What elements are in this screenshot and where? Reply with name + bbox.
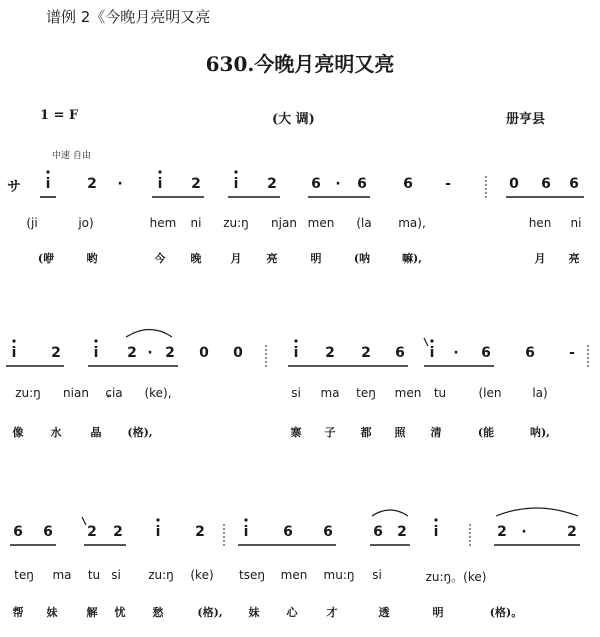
note: 6	[395, 345, 405, 361]
note: 6	[323, 524, 333, 540]
rest: 0	[199, 345, 209, 361]
note: 6	[541, 176, 551, 192]
note: i	[11, 345, 17, 361]
character: 晚	[190, 252, 202, 265]
character: 愁	[152, 606, 164, 619]
note: 6	[403, 176, 413, 192]
character: 哟	[86, 252, 98, 265]
character: 嘛),	[401, 252, 423, 265]
character: 都	[360, 426, 372, 439]
character: 透	[378, 606, 390, 619]
syllable: (la	[356, 216, 372, 230]
syllable: nian	[63, 386, 89, 400]
octave-dot	[294, 339, 297, 342]
syllable: zu:ŋ。(ke)	[425, 570, 487, 584]
grace-mark	[424, 338, 428, 346]
octave-dot	[46, 170, 49, 173]
character: 水	[50, 426, 62, 439]
syllable: hem	[149, 216, 177, 230]
character: 亮	[266, 252, 278, 265]
syllable: men	[280, 568, 308, 582]
grace-mark	[82, 517, 86, 525]
syllable: tseŋ	[239, 568, 265, 582]
syllable: ni	[190, 216, 202, 230]
syllable: jo)	[78, 216, 94, 230]
syllable: ma),	[398, 216, 426, 230]
note: 6	[569, 176, 579, 192]
character: (咿	[37, 252, 55, 265]
note: i	[157, 176, 163, 192]
octave-dot	[430, 339, 433, 342]
character: 妹	[46, 606, 58, 619]
character: 解	[86, 606, 98, 619]
character: 月	[534, 252, 546, 265]
syllable: si	[111, 568, 121, 582]
song-title: 630.今晚月亮明又亮	[205, 52, 395, 76]
source-county: 册亨县	[506, 112, 546, 127]
note: 2	[325, 345, 335, 361]
syllable: tu	[87, 568, 101, 582]
slur	[126, 330, 172, 338]
dot: ·	[335, 176, 341, 192]
octave-dot	[234, 170, 237, 173]
note: i	[45, 176, 51, 192]
syllable: ma	[52, 568, 72, 582]
note: 2	[497, 524, 507, 540]
syllable: njan	[271, 216, 297, 230]
note: i	[93, 345, 99, 361]
octave-dot	[434, 518, 437, 521]
octave-dot	[12, 339, 15, 342]
syllable: (len	[478, 386, 502, 400]
character: (格),	[197, 606, 223, 619]
syllable: (ji	[26, 216, 38, 230]
dot: ·	[521, 524, 527, 540]
character: 心	[286, 606, 298, 619]
note: i	[155, 524, 161, 540]
octave-dot	[94, 339, 97, 342]
octave-dot	[244, 518, 247, 521]
tempo-marking: 中速 自由	[52, 151, 91, 161]
note: 2	[165, 345, 175, 361]
character: 今	[154, 252, 166, 265]
note: 6	[525, 345, 535, 361]
character: 子	[324, 426, 336, 439]
dash: -	[569, 345, 575, 361]
note: 2	[361, 345, 371, 361]
note: 6	[13, 524, 23, 540]
character: (格),	[127, 426, 153, 439]
dot: ·	[147, 345, 153, 361]
note: i	[243, 524, 249, 540]
note: 6	[357, 176, 367, 192]
note: 2	[51, 345, 61, 361]
dot: ·	[453, 345, 459, 361]
slur	[496, 508, 578, 516]
note: i	[433, 524, 439, 540]
example-caption: 谱例 2《今晚月亮明又亮	[46, 8, 211, 26]
note: 2	[567, 524, 577, 540]
syllable: zu:ŋ	[15, 386, 41, 400]
rest: 0	[233, 345, 243, 361]
note: i	[429, 345, 435, 361]
syllable: tu	[433, 386, 447, 400]
syllable: men	[307, 216, 335, 230]
note: 2	[87, 524, 97, 540]
syllable: ni	[570, 216, 582, 230]
character: (能	[477, 426, 495, 439]
note: i	[293, 345, 299, 361]
note: i	[233, 176, 239, 192]
slur	[372, 510, 408, 516]
note: 2	[191, 176, 201, 192]
syllable: mu:ŋ	[323, 568, 355, 582]
syllable: teŋ	[356, 386, 376, 400]
character: 像	[12, 426, 24, 439]
note: 6	[373, 524, 383, 540]
note: 2	[113, 524, 123, 540]
note: 2	[195, 524, 205, 540]
syllable: si	[372, 568, 382, 582]
note: 6	[283, 524, 293, 540]
character: 亮	[568, 252, 580, 265]
key-signature: 1 = F	[40, 108, 79, 123]
character: 呐),	[529, 426, 551, 439]
syllable: (ke)	[190, 568, 214, 582]
syllable: la)	[532, 386, 548, 400]
character: 妹	[248, 606, 260, 619]
syllable: hen	[528, 216, 552, 230]
mode-label: (大 调)	[272, 112, 315, 127]
syllable: ɕia	[105, 386, 123, 400]
syllable: zu:ŋ	[223, 216, 249, 230]
note: 2	[87, 176, 97, 192]
note: 2	[397, 524, 407, 540]
note: 2	[267, 176, 277, 192]
character: 晶	[90, 426, 102, 439]
dot: ·	[117, 176, 123, 192]
character: 清	[430, 426, 442, 439]
syllable: zu:ŋ	[148, 568, 174, 582]
character: 明	[432, 606, 444, 619]
note: 6	[311, 176, 321, 192]
syllable: (ke),	[144, 386, 172, 400]
character: 忧	[114, 606, 126, 619]
note: 0	[509, 176, 519, 192]
syllable: ma	[320, 386, 340, 400]
character: 才	[326, 606, 338, 619]
syllable: men	[394, 386, 422, 400]
note: 2	[127, 345, 137, 361]
character: 明	[310, 252, 322, 265]
character: 帮	[12, 606, 24, 619]
octave-dot	[156, 518, 159, 521]
note: 6	[43, 524, 53, 540]
dash: -	[445, 176, 451, 192]
syllable: si	[291, 386, 301, 400]
syllable: teŋ	[14, 568, 34, 582]
character: 照	[394, 426, 406, 439]
character: 月	[230, 252, 242, 265]
character: 寨	[290, 426, 302, 439]
note: 6	[481, 345, 491, 361]
free-meter-mark: サ	[7, 179, 21, 195]
character: (格)。	[489, 606, 523, 619]
octave-dot	[158, 170, 161, 173]
character: (呐	[353, 252, 371, 265]
